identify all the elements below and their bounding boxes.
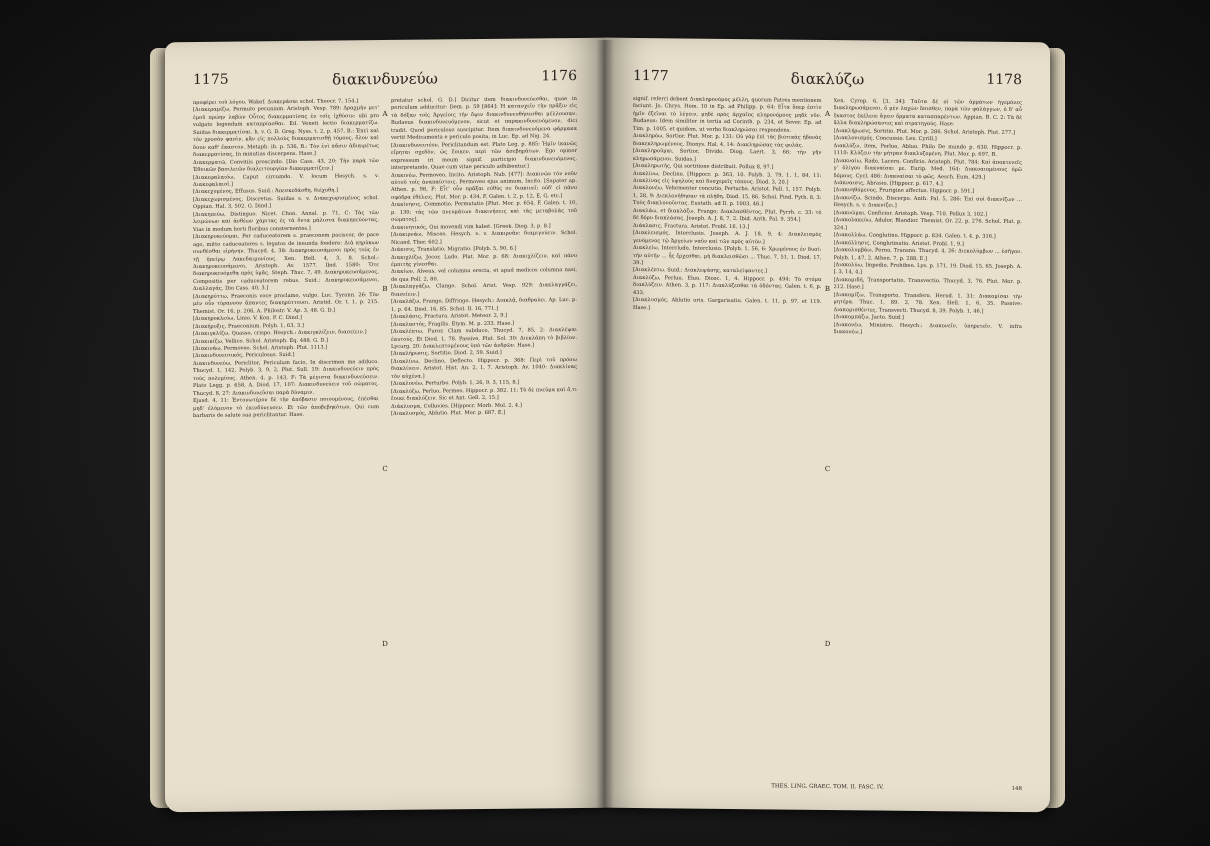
dictionary-entry: [Διακλαγγάζω, Clango. Schol. Arist. Vesp. 929: Διακλαγγάζει, διασείειν.] [391,282,577,298]
left-page [165,38,605,813]
left-page-column-2 [391,96,577,780]
dictionary-entry: προφέρει τοῦ λόγου. Wakef. Διακεράσαι schol. Theocr. 7, 154.] [193,98,359,107]
dictionary-entry: Διακλύζω, Perluo, Eluo. Diosc. 1, 4. Hippocr. p. 494: Τὸ στόμα διακλύζειν. Athen. 3, p. 117: Διακλύζεσθαι τὰ ὀδόντας. Galen. t. 6, p. 433. [633,274,822,296]
dictionary-entry: [Διακλύζω, Perluo, Permeo. Hippocr. p. 382, 11: Τὸ δὲ πνεῦμα καὶ ὅ,τι ἔοικε διακλύζειν. Sic et Ant. Gell. 2, 15.] [391,386,577,403]
dictionary-entry: [Διακλάζω, Frango, Diffringo. Hesych.: Διακλᾷ, διαθραύει. Ap. Luc. p. 1, p. 64. Diod. 16, 85. Schol. Il. 16, 771.] [391,297,577,313]
column-letter: C [382,464,388,474]
right-page-column-1 [633,96,822,780]
dictionary-entry: [Διακλονέω, Perturbo. Polyb. 1, 26, 9. 3, 115, 8.] [391,379,520,388]
dictionary-entry: [Διακεχωρισμένος, Discretus. Suidas s. v. Διακεχωρισμένος schol. Oppian. Hal. 3, 502. G. Dind.] [193,194,379,211]
left-page-headword: διακινδυνεύω [332,69,438,89]
dictionary-entry: Διακλύζω, item, Perluo, Abluo. Philo De mundo p. 630. Hippocr. p. 1110: Κλύζειν τὴν μήτραν διακλυζομένη. Plut. Mor. p. 697, B. [833,142,1022,158]
column-letter: D [382,639,388,649]
dictionary-entry: Διακίνησις, Commotio, Permutatio [Plut. Mor. p. 654, F, Galen. t. 10, p. 130: τὰς τῶν πνευμάτων διακινήσεις καὶ τὰς μεταβολὰς τοῦ σώματος]. [391,200,577,224]
dictionary-entry: [Διακλήρωσις, Sortitio. Plut. Mor. p. 286. Schol. Aristoph. Plut. 277.] [833,127,1016,136]
dictionary-entry: [Διακλίνω, Declino, Deflecto. Hippocr. p. 368: Περὶ τοῦ πρόσω διακλίνειν. Aristot. Hist. An. 2, 1, 7. Aristoph. Av. 1040: Διακλίνας τὸν αὐχένα.] [391,356,577,380]
dictionary-entry: [Διακλονισμός, Concussio. Lex. Cyrill.] [833,135,937,143]
dictionary-entry: [Διακομπάζω, Jacto. Suid.] [833,314,904,321]
book-gutter [596,40,614,810]
dictionary-entry: [Διακιρνάω, Misceo. Hesych. s. v. Διακιρνᾶν: διαμιγνύειν. Schol. Nicand. Ther. 602.] [391,230,577,246]
dictionary-entry: [Διακηροκλεύω, Linio. V. Kon. P. C. Dind.] [193,315,302,323]
column-letter: B [382,284,388,294]
dictionary-entry: [Διακινδυνευτικός, Periculosus. Suid.] [193,352,295,360]
dictionary-entry: [Διακληρωτής, Qui sortitione distribuit. Pollux 8, 97.] [633,163,774,171]
dictionary-entry: Xen. Cyrop. 6, [3, 34]: Ταῦτα δὲ οἱ τῶν ἀρμάτων ἡγεμόνες διακληρωσάμενοι, ὅ μὲν λαχὼν ὅπισθεν, παρὰ τῶν φαλάγγων, ὁ δ' αὖ ἕκαστος ἐκέλευε ἄγειν ὅρματα κατασπαρέντων. Appian. B. C. 2: Τὰ δὲ ἄλλα διακληρώσαντες καὶ στρατηγούς. Hase. [833,98,1022,128]
dictionary-entry: Διάκλασις, Fractura. Aristot. Probl. 16, 13.] [633,222,750,230]
dictionary-entry: Διακλίνω, Declino. [Hippocr. p. 363, 10. Polyb. 3, 79, 1. 1, 84, 11: Διακλίνας εἰς ὑψηλοὺς καὶ δυσχερεῖς τόπους. Diod. 3, 20.] [633,170,822,186]
dictionary-entry: [Διακλάσις, Fractura. Aristot. Meteor. 2, 9.] [391,312,508,321]
dictionary-entry: Διακλείω, Intercludo, Interclusio. [Polyb. 1, 56, 6: Χρωμένους ἐν δυσί: τὴν αὐτὴν ... ἧς ἔρχεσθαι, μὴ διακλεισθῶσι ... Thuc. 7, 51, 1. Diod. 17, 39.] [633,245,822,267]
left-page-number-2: 1176 [541,67,577,85]
right-page [605,38,1050,813]
dictionary-entry: Διακιχλίζω, Jocor, Ludo. Plut. Mor. p. 68: Διακιχλίζειν, καὶ πάνυ ἐμπιτὴς γίνεσθαι. [391,252,577,268]
column-letter: A [382,109,388,119]
dictionary-entry: [Διακόλλησις, Conglutinatio. Aristot. Probl. 1, 9.] [833,239,964,248]
dictionary-entry: Διάκισις, Translatio, Migratio. [Polyb. 5, 90, 6.] [391,245,517,253]
dictionary-entry: Διακινέω, Permoveo, Incito. Aristoph. Nub. [477]: Διακινῶν τὸν νοῦν αὐτοῦ τοῖς ἀναπαίστοις. Permoveo ejus animum, Incito. [Sapater ap. Athen. p. 98, F: Εἶτ' οὖν πρᾶξαι εὐθὺς σε διακινεῖ; οὐδ' εἰ πάνυ σφόδρα ἐθέλεις. Plut. Mor. p. 434, F, Galen. t. 2, p. 12, Ε, G, etc.] [391,170,577,201]
dictionary-entry: Διακλάω, et διακλάζω, Frango; Διακλασθέντος, Plut. Pyrrh. c. 33: τὸ δὲ δόρυ διακλάσας. Joseph. A. J. 8, 7, 2. Ibid. Anth. Pal. 9, 354.] [633,207,822,223]
dictionary-entry: Διάκναισις, Abrasio. [Hippocr. p. 617, 4.] [833,180,943,188]
dictionary-entry: [Διακλήρωσις, Sortitio. Diod. 2, 59. Suid.] [391,350,502,358]
dictionary-entry: [Διακολύω, Impedio, Prohibeo. Lys. p. 171, 19. Diod. 15, 65. Joseph. A. J. 3, 14, 4.] [833,262,1022,276]
dictionary-entry: Διακινητικός, Qui movendi vim habet. [Greek. Diog. 3, p. 8.] [391,222,551,231]
dictionary-entry: Ejusd. 4, 11: Ἐντονωτέρον δὲ τὴν ἀπόβασιν ποιουμένους, ἐπέσθαι μηδ' ἑλόμενον τὸ ἐκινδύνευσεν. Et τῶν ἀποβεβηκότων, Qui cum barbaris de salute sua periclitantur. Hase. [193,396,379,420]
right-page-footer [633,782,1022,798]
dictionary-entry: [Διακναίω, Rado, Lacero, Conficio. Aristoph. Plut. 784: Καὶ ἀποκτενεῖς γ' ὀλίγου διακναίσαι με. Eurip. Med. 164: Διακναιομένους ὁρῶ δόμους. Cycl. 486: Διακναίσαι τὸ φῶς. Aesch. Eum. 429.] [833,157,1022,181]
dictionary-entry: Διακληρόω, Sortior. Plut. Mor. p. 131: Οὐ γὰρ ἐπὶ τὰς βιοτικὰς ἡδονὰς διακεκληρωμένους. Dionys. Hal. 4, 14: Διακληρώσας τὰς φυλάς. [633,133,822,149]
left-page-header [193,68,577,94]
signature-number: 148 [1011,785,1022,793]
dictionary-entry: [Διακηρύττω, Praeconis voce proclamo, vulgo. Luc. Tyrann. 26: Τὸν μὲν οὖν τύραννον ἅπαντες διακηρύττουσι. Aristid. Or. t. 1, p. 215. Themist. Or. 16, p. 206, A. Philostr. V. Ap. 3, 48. G. D.] [193,291,379,315]
right-page-columns [633,96,1022,782]
dictionary-entry: [Διακολλάω, Conglutino. Hippocr. p. 834. Galen. t. 4, p. 316.] [833,232,996,240]
signature-line: THES. LING. GRAEC. TOM. II. FASC. IV. [771,783,884,791]
left-page-columns [193,96,577,782]
right-page-headword: διακλύζω [790,69,865,89]
dictionary-entry: [Διακινδυνευτέον, Periclitandum est. Plato Leg. p. 885: Ἡμῖν ἱκανῶς εἴρηται σχεδὸν, ὡς ἔοικεν, περὶ τῶν ἀσεβημάτων. Ego opinor expressum iri meum signif. participio διακινδυνευόμενος, interpretando, Quae cum vitae periculo adhibentur.] [391,140,577,172]
right-page-number-2: 1178 [986,71,1022,89]
dictionary-entry: pretatur schol. G. D.] Dicitur item διακινδυνεύεσθαι, quae in periculum adducitur: Dem. p. 59 [864]: Ἡ κατασχεῖν τὴν πρᾶξιν εἰς τὰ δόξαν τοῖς Ἀργείοις τὴν ὄψιν διακινδυνευθήσεσθαι μέλλουσαν. Budaeus διακινδυνευόμενον, sicut et παρακινδυνευόμενον, dici tradit. Quod periculoso suscipitur. Item διακινδυνευόμενα φάρμακα vertit Medicamenta e periculo posita, in Luc. Ep. ad Nig. 24. [391,95,577,142]
dictionary-entry: Διάκλυσμα, Colluvies. [Hippocr. Morb. Mul. 2, 4.] [391,402,522,410]
dictionary-entry: [Διακλεισμός, Interclusio. Joseph. A. J. 18, 9, 4: Διακλεισμὸς γενόμενος τῷ Ἀργείων ναῦν καὶ τῶν πρὸς αὐτόν.] [633,230,822,245]
dictionary-entry: [Διακλέπτω, Furor, Clam subduco, Thucyd. 7, 85, 2: Διακλέψαι ἑαυτούς. Et Diod. 1, 78. Passive, Plut. Sol. 30: Διεκλάπη τὸ βιβλίον. Lycurg. 20: Διακλεπτομένους ὑπὸ τῶν ἀνδρῶν. Hase.] [391,327,577,350]
dictionary-entry: [Διακολυμβάω, Perno, Transno. Thucyd. 4, 26: Διεκολύμβων ... ἐσῆγον. Polyb. 1, 47, 2. Athen. 7, p. 288, E.] [833,247,1022,262]
dictionary-entry: Διακερματῶ, Convitiis proscindo. [Dio Cass. 43, 20: Τὴν παρὰ τῶν Ἐθνικῶν βασιλειῶν διαλειτουργίαν διακερματίζειν.] [193,157,379,174]
dictionary-entry: Διακινδυνεύω, Periclitor, Periculum facio, In discrimen me adduco. Thucyd. 1, 142, Polyb. 3, 9, 2, Plut. Sull. 19: Διακινδυνεύειν πρὸς τοὺς πολεμίους. Athen. 4, p. 143, F: Τὰ μέγιστα διακινδυνεύσειν. Plato Legg. p. 658, A. Diod. 17, 107: Διακινδυνεύειν τοῦ σώματος. Thucyd. 8, 27: Διακινδυνεῦσαι παρὰ δύναμιν. [193,358,379,397]
dictionary-entry: [Διακλαστός, Fragilis. Etym. M. p. 233. Hase.] [391,320,515,328]
dictionary-entry: [Διακνίζω, Scindo, Discerpo. Anth. Pal. 5, 286: Ἐπὶ σοὶ διακνίζων ... Hesych. s. v. Διακνίζει.] [833,194,1022,210]
dictionary-entry: [Διακλυσμός, Ablutio oris, Gargarisatio. Galen. t. 11, p. 97, et 119. Hase.] [633,297,822,311]
dictionary-entry: [Διακονέω, Ministro. Hesych.: Διακονεῖν, ὑπηρετεῖν. V. infra διακονέω.] [833,321,1022,336]
left-page-column-1 [193,98,379,782]
column-letter: D [824,639,831,649]
right-page-number-1: 1177 [633,67,669,85]
dictionary-entry: [Διακηπεύω, Distinguo. Nicet. Chon. Annal. p. 71, C: Τὰς τῶν λειμώνων καὶ ἀνθέων χάριτας ἐς τὰ ὄντα μάλιστα διακηπεύοντας, Vias in modum horti floribus consternentes.] [193,209,379,233]
dictionary-entry: [Διακήρυξις, Praeconium. Polyb. 1, 63, 3.] [193,322,304,330]
dictionary-entry: [Διακολακεύω, Adulor, Blandior. Themist. Or. 22, p. 276. Schol. Plat. p. 324.] [833,217,1022,231]
dictionary-entry: [Διακιγκλίζω, Quasso, crispo. Hesych.: Διακιγκλίζειν, διασείειν.] [193,329,367,338]
dictionary-entry: signif. referri debent Διακληρονόμος μέλλη, quorum Patres mentionem faciunt. Jo. Chrys. Hom. 10 in Ep. ad Philipp. p. 64: Εἶτα ὅπερ ἐστὶν ἡμῖν ἐξεῖναι τὸ λέγειν, μηδὲ πρὸς ἀρχαῖος κληρονόμους μηδὲ νῦν. Budaeus: Idem similiter in tertia ad Corinth. p. 234, et Sever. Ep. ad Tim. p. 1005, et quidem, ut verbo διακληρώσαι respondens. [633,95,822,134]
right-page-column-2 [834,98,1023,782]
dictionary-entry: [Διακεχυμένος, Effusus. Suid.: Ἀπεσκεδάσθη, διέχυθη.] [193,187,339,196]
dictionary-entry: [Διακεφαλαιόω, Caput circumdo. V. locum Hesych. s. v. Διακεφαλαιοῖ.] [193,172,379,188]
dictionary-entry: [Διακλυσμός, Ablutio. Plut. Mor. p. 687, E.] [391,409,506,417]
dictionary-entry: [Διακληροῦμαι, Sortior, Divido. Diog. Laert. 3, 66: τὴν γῆν κληρωσάμενοι. Suidas.] [633,148,822,163]
left-page-number-1: 1175 [193,71,229,89]
dictionary-entry: [Διακνηθόμενος, Prurigine affectus. Hippocr. p. 591.] [833,187,975,195]
column-letter: A [824,109,831,119]
column-letter: C [824,464,831,474]
dictionary-entry: [Διακηρυκεύομαι, Per caduceatorem s. praeconem paciscor, de pace ago, mitto caduceatores s. legatos de ineunda foedere: Διὰ κηρύκων συνθέσθαι εἰρήνην. Thucyd. 4, 38: Διακηρυκευσάμενοι πρὸς τοὺς ἐν τῇ ἠπείρῳ Λακεδαιμονίους. Xen. Hell. 4, 3, 8. Schol.: Διακηρυκευσάμενοι, Aristoph. Av. 1577. Ibid. 1580: Ὅτε διακηρυκευόμεθα πρὸς ὑμᾶς. Steph. Thuc. 7, 49. Διακηρυκευσάμενος, Compositis per caduceatorem rebus. Suid.: Διακηρυκευσάμενοι, Διαλλαγάς. Dio Cass. 40, 3.] [193,232,379,293]
dictionary-entry: [Διακνῶμαι, Conficior. Aristoph. Vesp. 710. Pollux 3, 102.] [833,209,988,218]
dictionary-entry: Διακίων, Alveus, vel columna erecta, et apud medicos columna nasi, de qua Poll. 2, 80. [391,267,577,283]
right-page-header [633,68,1022,94]
dictionary-entry: Διακλονέω, Vehementer concutio, Perturbo. Aristot. Poll. 1, 157. Polyb. 1, 28, 9: Διεκλονήθησαν τὰ πλήθη. Diod. 15, 86. Schol. Pind. Pyth. 8, 3: Τοὺς διακλονοῦντας. Eustath. ad Il. p. 1003, 46.] [633,185,822,208]
dictionary-entry: [Διακινάω, Permoveo. Schol. Aristoph. Plut. 1113.] [193,344,328,352]
column-letter: B [824,284,831,294]
dictionary-entry: [Διακεραμίζω, Permuto pecuniam. Aristoph. Vesp. 789: Δραχμὴν μετ' ἐμοῦ πρώην λαβὼν Οὗτος διακερματίσας ἐν τοῖς ἰχθύσιν: ubi pro vulgato legendum καταπρίασθαι. Ed. Veneti lectio διακερματίζω. Suidas διακερματίσαι. h. v. G. D. Greg. Nyss. t. 2, p. 457, B.: Ἐπεὶ καὶ τὸν χρυσὸν φασὶν, κἂν εἰς πολλοὺς διακερματισθῇ τόμους, ὅλον καὶ ὅσον καθ' ἕκαστον. Metaph. ib. p. 536, B.: Τὸν ἑνὶ πᾶσιν ἀδιαιρέτως διακερματίσας, In minutias discerpens. Hase.] [193,105,379,159]
dictionary-entry: [Διακομιδή, Transportatio, Transvectio. Thucyd. 3, 76. Plut. Mor. p. 212. Hase.] [833,276,1022,291]
dictionary-entry: [Διακλέπτω. Suid.: Διακλεψάσης, καταλείψαντες.] [633,267,768,275]
dictionary-entry: [Διακομίζω, Transporto, Transfero. Herod. 1, 31: Διακομίσαι τὴν μητέρα. Thuc. 1, 89. 2, 78. Xen. Hell. 1, 6, 35. Passive: Διακομισθέντες, Transvecti. Thucyd. 8, 39. Polyb. 1, 46.] [833,291,1022,315]
dictionary-entry: [Διακικίζω, Vellico. Schol. Aristoph. Eq. 488. G. D.] [193,337,329,345]
